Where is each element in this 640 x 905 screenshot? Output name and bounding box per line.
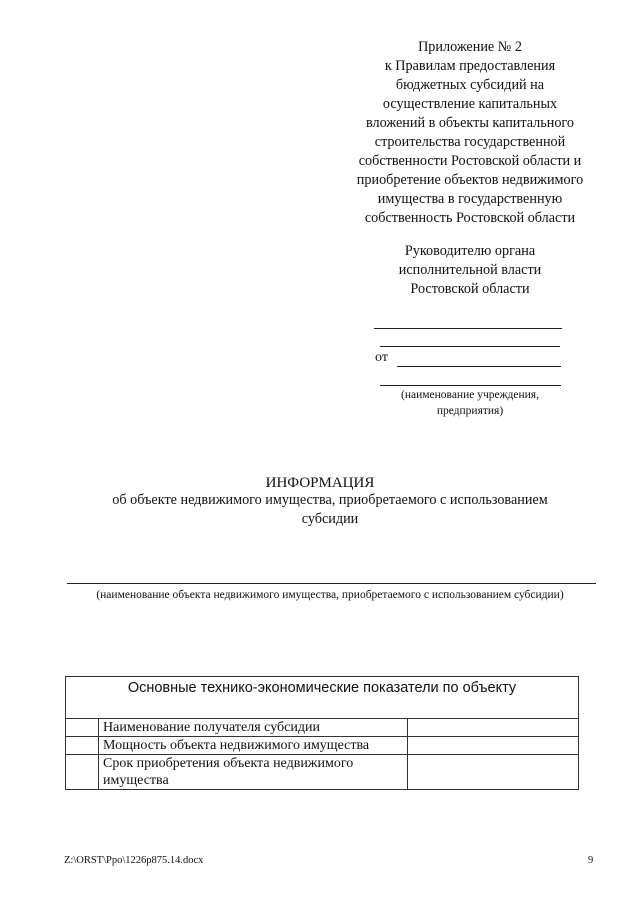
row-number-cell — [66, 755, 99, 790]
blank-line-recipient-name-2[interactable] — [380, 346, 560, 347]
recipient-block — [360, 242, 580, 299]
appendix-line: приобретение объектов недвижимого — [356, 172, 584, 188]
appendix-line: осуществление капитальных — [382, 96, 558, 112]
footer-file-path: Z:\ORST\Ppo\1226p875.14.docx — [64, 855, 204, 866]
blank-line-object-name[interactable] — [67, 583, 596, 584]
appendix-reference — [340, 38, 600, 228]
recipient-line: исполнительной власти — [398, 262, 542, 278]
blank-line-from[interactable] — [397, 366, 561, 367]
appendix-line: вложений в объекты капитального — [366, 115, 574, 131]
row-label: Мощность объекта недвижимого имущества — [99, 737, 408, 755]
object-name-caption: (наименование объекта недвижимого имущества, приобретаемого с использованием субсидии) — [96, 589, 564, 601]
table-row — [66, 719, 579, 737]
appendix-line: собственность Ростовской области — [364, 210, 576, 226]
blank-line-organization[interactable] — [380, 385, 561, 386]
page-number: 9 — [588, 855, 594, 866]
row-value-cell[interactable] — [408, 719, 579, 737]
appendix-line: бюджетных субсидий на — [395, 77, 545, 93]
row-label: Наименование получателя субсидии — [99, 719, 408, 737]
document-subtitle: об объекте недвижимого имущества, приобретаемого с использованием субсидии — [112, 492, 548, 527]
table-header-row — [66, 677, 579, 719]
table-row — [66, 755, 579, 790]
appendix-line: собственности Ростовской области и — [358, 153, 582, 169]
table-header: Основные технико-экономические показатели по объекту — [66, 677, 579, 719]
table-row — [66, 737, 579, 755]
indicators-table — [65, 676, 579, 790]
appendix-line: имущества в государственную — [377, 191, 563, 207]
document-title: ИНФОРМАЦИЯ — [265, 475, 375, 491]
blank-line-recipient-name[interactable] — [374, 328, 562, 329]
recipient-line: Руководителю органа — [404, 243, 536, 259]
organization-caption: (наименование учреждения, предприятия) — [401, 389, 539, 417]
appendix-line: строительства государственной — [374, 134, 566, 150]
row-number-cell — [66, 719, 99, 737]
row-value-cell[interactable] — [408, 755, 579, 790]
row-number-cell — [66, 737, 99, 755]
row-label: Срок приобретения объекта недвижимого имущества — [99, 755, 408, 790]
from-label: от — [375, 350, 388, 365]
recipient-line: Ростовской области — [410, 281, 530, 297]
appendix-line: к Правилам предоставления — [384, 58, 556, 74]
row-value-cell[interactable] — [408, 737, 579, 755]
appendix-line: Приложение № 2 — [418, 39, 522, 55]
